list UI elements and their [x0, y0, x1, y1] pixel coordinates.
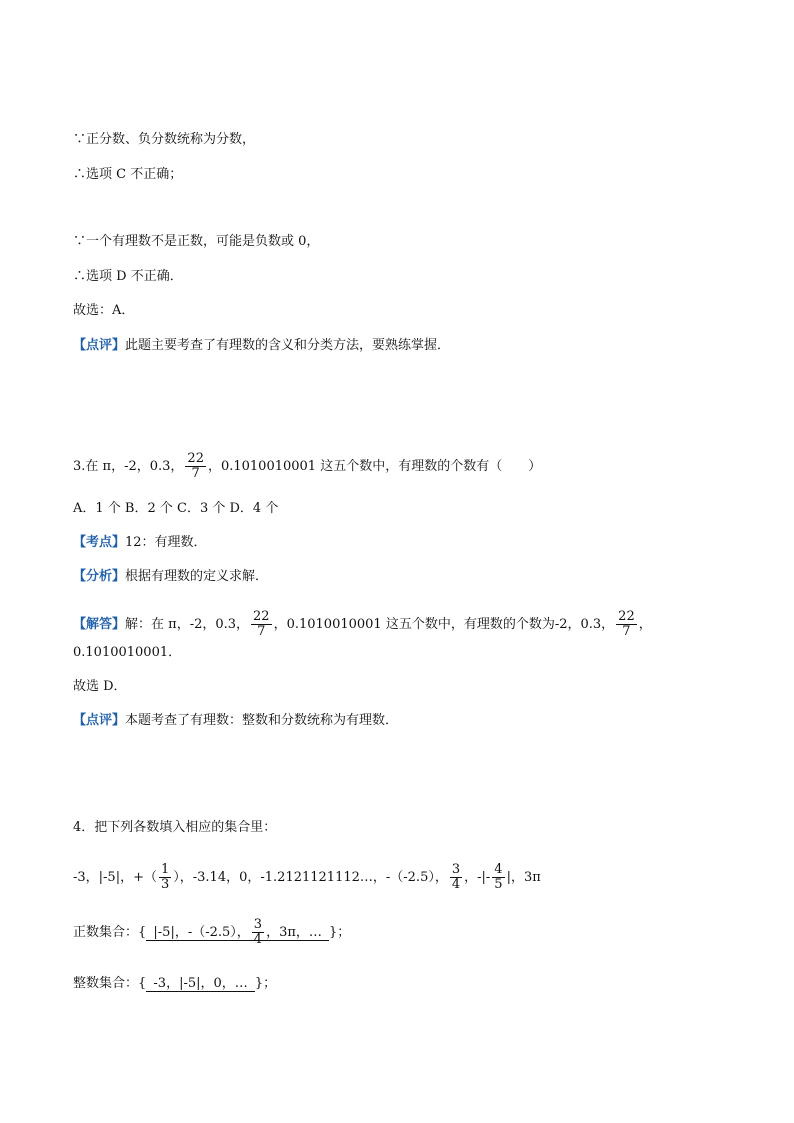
fraction-22-7 — [251, 610, 272, 639]
comment-tag: 【点评】 — [73, 338, 126, 353]
q3-stem-part-b: ，0.1010010001 这五个数中，有理数的个数有（ ） — [207, 459, 542, 474]
positive-set-line — [73, 918, 350, 947]
fenxi-text: 根据有理数的定义求解． — [125, 569, 269, 584]
q3-stem-part-a: 3.在 π，-2，0.3， — [73, 459, 184, 474]
fraction-22-7 — [185, 452, 206, 481]
fraction-denominator: 4 — [253, 932, 263, 947]
fraction-22-7 — [616, 610, 637, 639]
line-choose-a: 故选：A． — [73, 303, 135, 318]
line-option-d: ∴选项 D 不正确． — [73, 269, 183, 284]
fenxi-tag: 【分析】 — [73, 569, 126, 584]
integer-set-end: }； — [254, 976, 277, 991]
line-fraction-definition: ∵正分数、负分数统称为分数， — [73, 132, 256, 147]
fenxi-line — [73, 567, 268, 587]
dianping-tag: 【点评】 — [73, 713, 126, 728]
question-3-stem — [73, 452, 541, 481]
numbers-part-4: |，3π — [506, 870, 541, 885]
dianping-text: 本题考查了有理数：整数和分数统称为有理数． — [125, 713, 399, 728]
fraction-numerator: 22 — [187, 451, 204, 466]
fraction-denominator: 3 — [160, 877, 170, 892]
integer-set-fill: -3，|-5|，0，… — [146, 976, 255, 992]
integer-set-label: 整数集合：{ — [73, 976, 147, 991]
fraction-numerator: 3 — [451, 862, 461, 877]
fraction-3-4 — [252, 918, 264, 947]
fraction-1-3 — [159, 863, 171, 892]
fraction-numerator: 4 — [494, 862, 503, 877]
fraction-numerator: 22 — [253, 609, 270, 624]
question-3-options: A．1 个 B．2 个 C．3 个 D．4 个 — [73, 501, 279, 516]
integer-set-line — [73, 974, 276, 994]
line-rational-not-positive: ∵一个有理数不是正数，可能是负数或 0， — [73, 234, 320, 249]
numbers-part-3: ，-|- — [464, 870, 491, 885]
fraction-denominator: 7 — [622, 624, 631, 639]
kaodian-line — [73, 533, 207, 553]
line-option-c: ∴选项 C 不正确； — [73, 167, 183, 182]
positive-set-fill — [146, 917, 329, 947]
fraction-denominator: 7 — [191, 466, 200, 481]
jieda-part-c: ， — [638, 617, 652, 632]
positive-set-end: }； — [329, 925, 351, 940]
fraction-4-5 — [492, 863, 504, 892]
positive-set-part-b: ，3π，… — [266, 925, 327, 940]
positive-set-part-a: |-5|，-（-2.5）， — [149, 925, 250, 940]
jieda-tag: 【解答】 — [73, 617, 126, 632]
fraction-numerator: 22 — [618, 609, 635, 624]
fraction-3-4 — [450, 863, 462, 892]
jieda-continuation: 0.1010010001． — [73, 645, 182, 660]
question-4-numbers — [73, 863, 541, 892]
comment-text: 此题主要考查了有理数的含义和分类方法，要熟练掌握． — [125, 338, 451, 353]
answer-line: 故选 D． — [73, 679, 127, 694]
fraction-numerator: 3 — [253, 917, 263, 932]
jieda-part-b: ，0.1010010001 这五个数中，有理数的个数为-2，0.3， — [273, 617, 615, 632]
numbers-part-2: ），-3.14，0，-1.2121121112…，-（-2.5）， — [173, 870, 448, 885]
jieda-line — [73, 610, 652, 639]
fraction-denominator: 5 — [494, 877, 503, 892]
kaodian-tag: 【考点】 — [73, 535, 126, 550]
kaodian-text: 12：有理数． — [125, 535, 207, 550]
jieda-part-a: 解：在 π，-2，0.3， — [125, 617, 250, 632]
fraction-denominator: 7 — [257, 624, 266, 639]
positive-set-label: 正数集合：{ — [73, 925, 147, 940]
numbers-part-1: -3，|-5|，+（ — [73, 870, 157, 885]
dianping-line — [73, 711, 398, 731]
comment-line-q2 — [73, 336, 450, 356]
fraction-denominator: 4 — [451, 877, 461, 892]
fraction-numerator: 1 — [160, 862, 170, 877]
question-4-stem: 4．把下列各数填入相应的集合里： — [73, 820, 277, 835]
